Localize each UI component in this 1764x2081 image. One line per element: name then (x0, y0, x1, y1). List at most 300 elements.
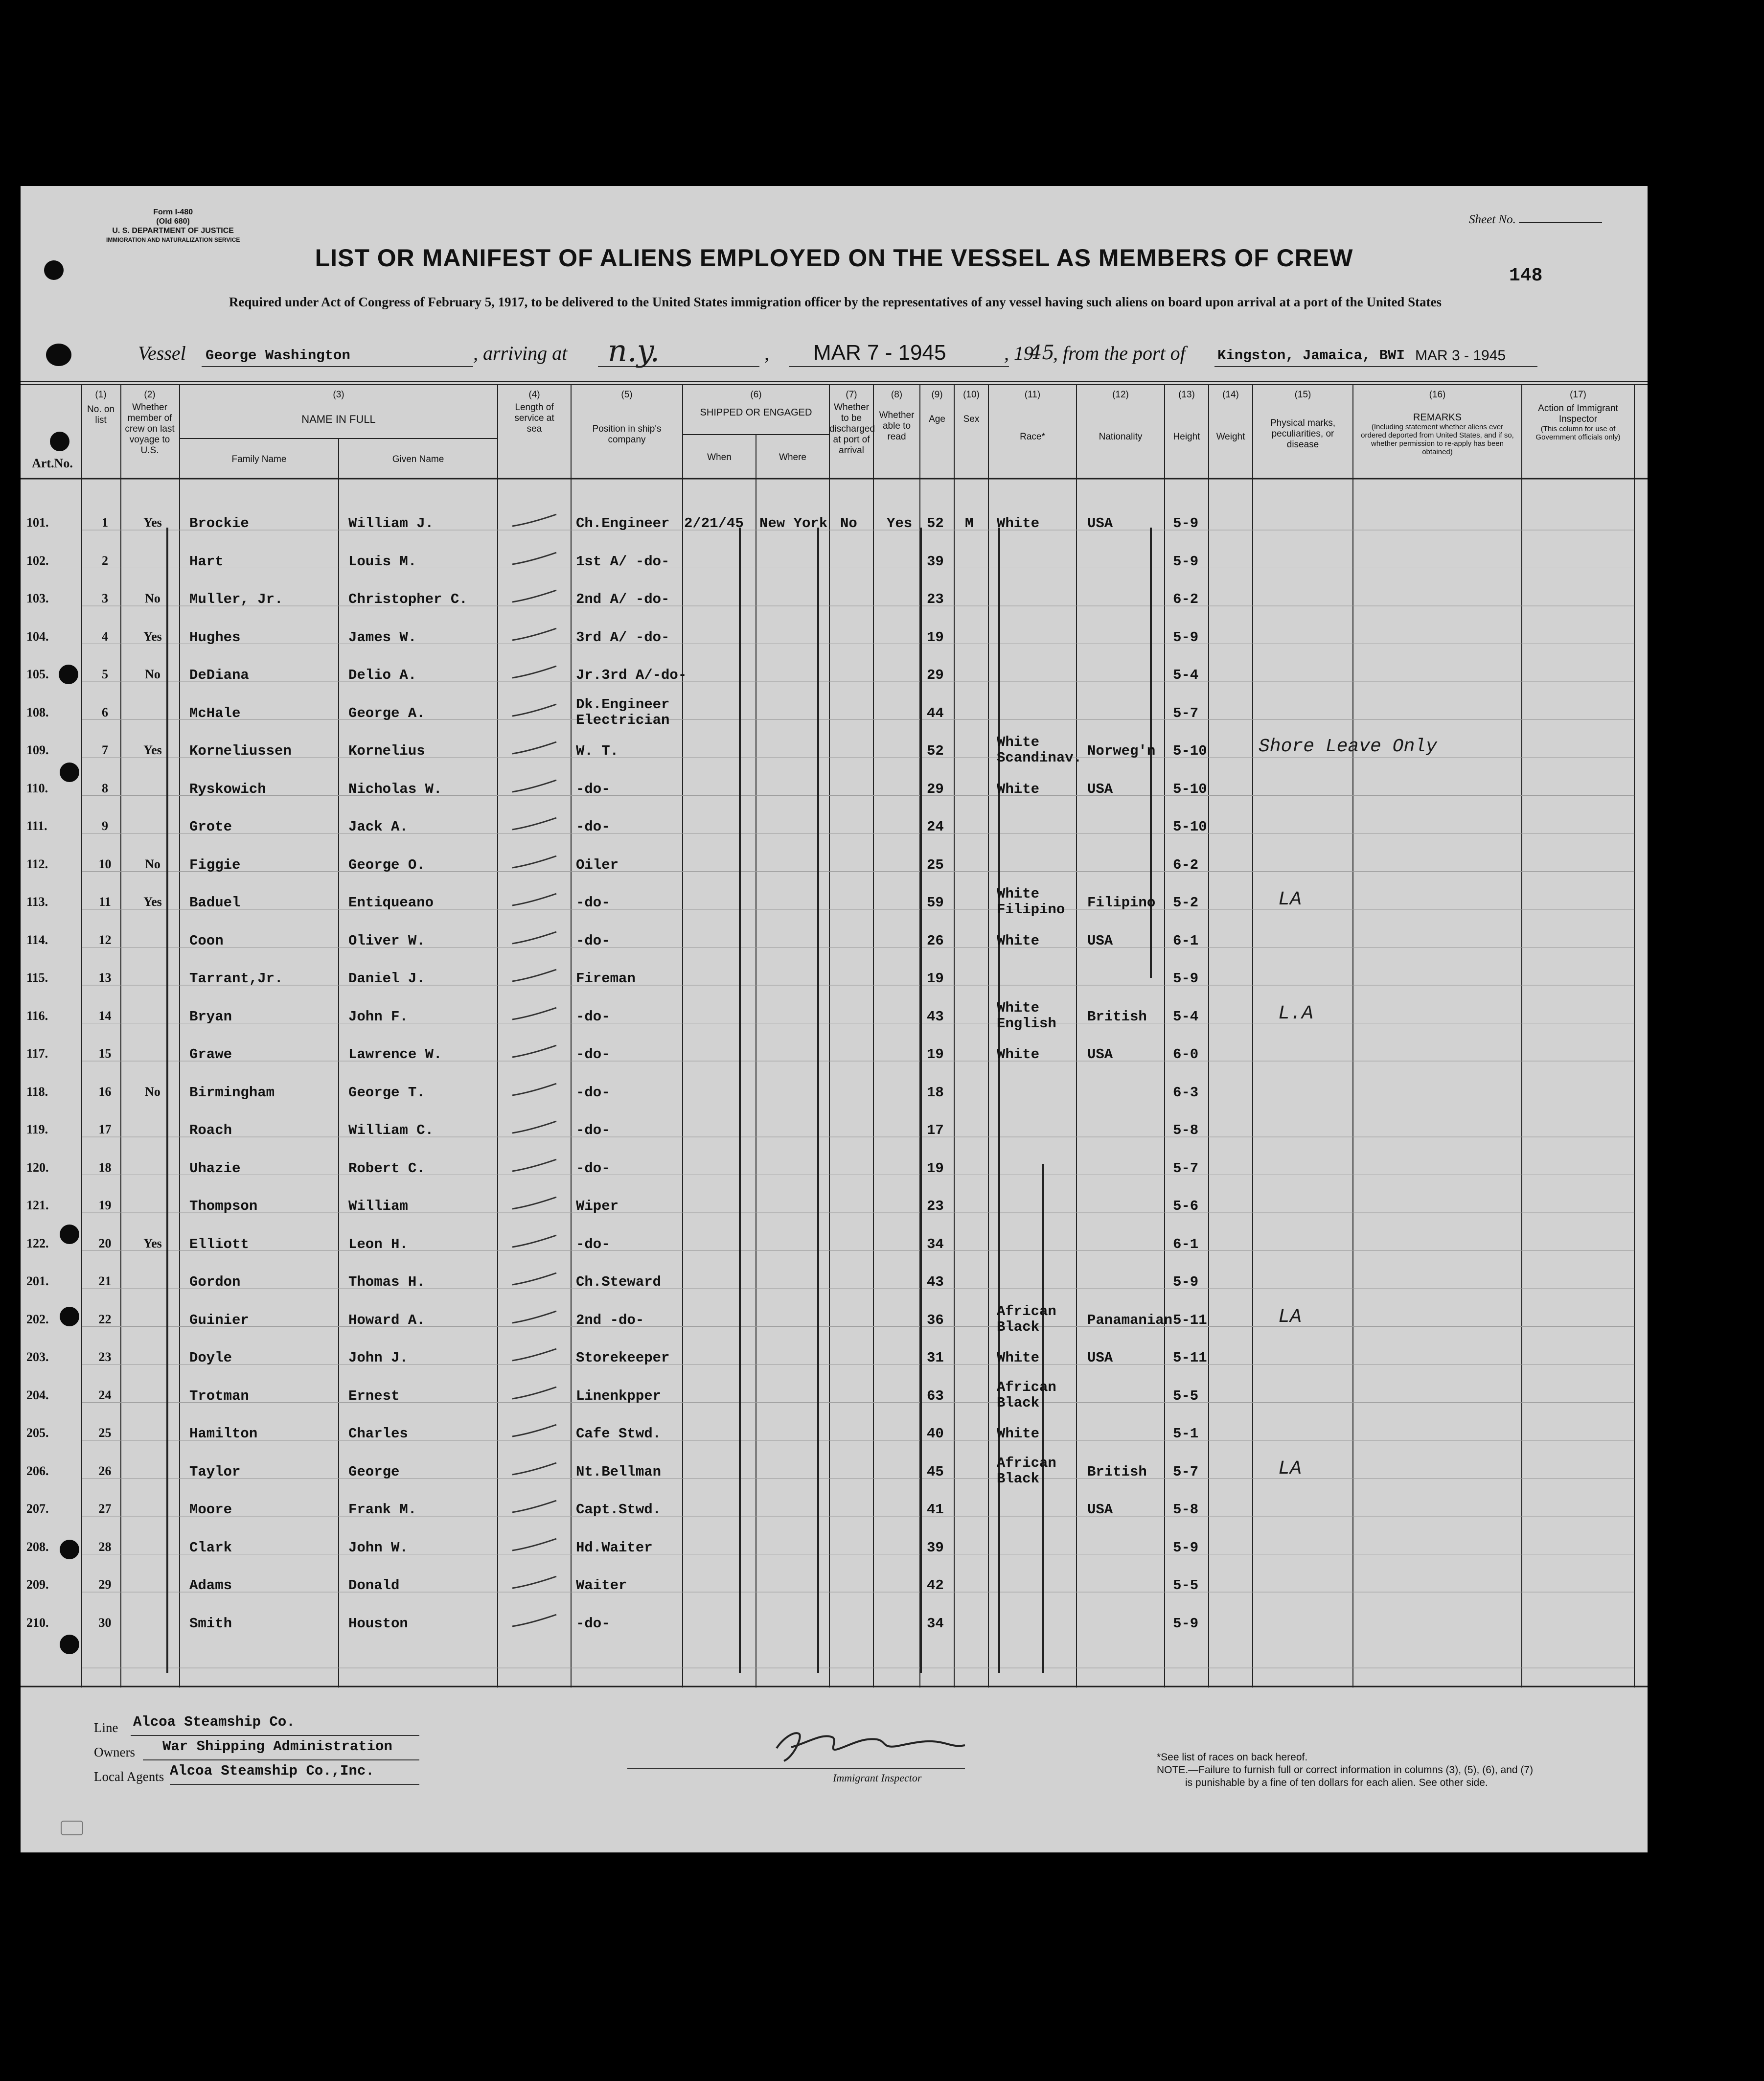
header-col6: (6) SHIPPED OR ENGAGED (700, 390, 812, 418)
list-no: 2 (102, 553, 108, 568)
list-no: 17 (98, 1122, 112, 1136)
vessel-name: George Washington (206, 347, 350, 364)
service-check-mark (510, 739, 564, 759)
family-name: McHale (189, 705, 241, 721)
age: 19 (927, 629, 944, 646)
family-name: Roach (189, 1122, 232, 1138)
header-col17: (17) Action of Immigrant Inspector (This column for use of Government officials only) (1535, 390, 1621, 441)
height: 5-8 (1173, 1122, 1199, 1138)
last-voyage: Yes (143, 1236, 162, 1250)
family-name: Gordon (189, 1274, 241, 1290)
nationality: USA (1087, 1046, 1113, 1063)
height: 5-4 (1173, 667, 1199, 683)
list-no: 11 (99, 895, 111, 909)
position: Ch.Engineer (576, 515, 670, 532)
art-no: 122. (26, 1236, 49, 1250)
art-no: 209. (26, 1577, 49, 1592)
age: 59 (927, 895, 944, 911)
position: Waiter (576, 1577, 627, 1594)
race: White (997, 515, 1040, 532)
penalty-note: NOTE.—Failure to furnish full or correct information in columns (3), (5), (6), and (7) (1157, 1764, 1534, 1776)
header-col9: (9) Age (929, 390, 945, 424)
department: U. S. DEPARTMENT OF JUSTICE (112, 227, 234, 235)
art-no: 204. (26, 1387, 49, 1402)
position: -do- (576, 1046, 610, 1063)
height: 5-9 (1173, 553, 1199, 570)
given-name: George (348, 1463, 400, 1480)
given-name: John J. (348, 1350, 408, 1366)
nationality: British (1087, 1008, 1147, 1025)
art-no: 102. (26, 553, 49, 568)
family-name: Baduel (189, 895, 241, 911)
given-name: Daniel J. (348, 971, 425, 987)
family-name: Taylor (189, 1463, 241, 1480)
service-check-mark (510, 1612, 564, 1631)
age: 34 (927, 1615, 944, 1632)
age: 44 (927, 705, 944, 721)
age: 39 (927, 1539, 944, 1556)
race: African (997, 1379, 1056, 1395)
header-col14: (14) Weight (1216, 390, 1245, 442)
art-no: 111. (26, 819, 47, 833)
given-name: Donald (348, 1577, 400, 1594)
art-no: 208. (26, 1539, 49, 1554)
position: Oiler (576, 856, 619, 873)
agents-label: Local Agents (94, 1769, 164, 1784)
art-no: 205. (26, 1426, 49, 1440)
position: -do- (576, 1008, 610, 1025)
position: -do- (576, 1084, 610, 1101)
nationality: USA (1087, 781, 1113, 797)
art-no: 119. (26, 1122, 48, 1136)
given-name: John F. (348, 1008, 408, 1025)
height: 5-10 (1173, 819, 1207, 835)
position: -do- (576, 932, 610, 949)
header-col16: (16) REMARKS (Including statement whether aliens ever ordered deported from United States, and if so, whether permission to re-apply has been obtained) (1361, 390, 1514, 456)
age: 42 (927, 1577, 944, 1594)
vessel-label: Vessel (138, 342, 186, 364)
service-check-mark (510, 1005, 564, 1024)
given-name: Howard A. (348, 1312, 425, 1328)
family-name: Muller, Jr. (189, 591, 283, 607)
header-col6-where: Where (779, 452, 806, 462)
service-check-mark (510, 815, 564, 834)
given-name: William C. (348, 1122, 434, 1138)
height: 6-3 (1173, 1084, 1199, 1101)
service-check-mark (510, 587, 564, 607)
list-no: 15 (98, 1046, 112, 1061)
service-check-mark (510, 1156, 564, 1176)
header-col1: (1) No. on list (87, 390, 115, 425)
art-no: 115. (26, 971, 48, 985)
sheet-no-field: Sheet No. (1469, 213, 1602, 227)
art-no: 112. (26, 856, 48, 871)
crew-table (21, 381, 1648, 1688)
races-note: *See list of races on back hereof. (1157, 1752, 1308, 1763)
nationality: Panamanian (1087, 1312, 1173, 1328)
art-no: 110. (26, 781, 48, 795)
header-col13: (13) Height (1173, 390, 1200, 442)
race: White (997, 781, 1040, 797)
age: 63 (927, 1387, 944, 1404)
art-no: 118. (26, 1084, 48, 1099)
position: 2nd -do- (576, 1312, 644, 1328)
age: 39 (927, 553, 944, 570)
family-name: Grote (189, 819, 232, 835)
height: 5-8 (1173, 1502, 1199, 1518)
age: 52 (927, 515, 944, 532)
race: White (997, 999, 1040, 1016)
header-col3: (3) NAME IN FULL (301, 390, 376, 425)
position: -do- (576, 1236, 610, 1252)
given-name: Frank M. (348, 1502, 417, 1518)
position: 1st A/ -do- (576, 553, 670, 570)
height: 5-7 (1173, 705, 1199, 721)
service: IMMIGRATION AND NATURALIZATION SERVICE (106, 236, 240, 243)
service-check-mark (510, 929, 564, 948)
race: White (997, 1350, 1040, 1366)
list-no: 29 (98, 1577, 112, 1592)
physical-marks: L.A (1278, 1002, 1314, 1025)
owners-value: War Shipping Administration (162, 1738, 392, 1755)
art-no: 121. (26, 1198, 49, 1212)
family-name: Figgie (189, 856, 241, 873)
line-label: Line (94, 1720, 118, 1735)
given-name: George A. (348, 705, 425, 721)
family-name: Doyle (189, 1350, 232, 1366)
list-no: 13 (98, 971, 112, 985)
form-old-number: (Old 680) (156, 217, 190, 226)
shipped-when: 2/21/45 (684, 515, 744, 532)
manifest-sheet: Form I-480 (Old 680) U. S. DEPARTMENT OF JUSTICE IMMIGRATION AND NATURALIZATION SERVICE Sheet No. LIST OR MANIFEST OF ALIENS EMPLOYED ON THE VESSEL AS MEMBERS OF CREW 148 Required under Act of Congress of February 5, 1917, to be delivered to the United States immigration officer by the representatives of any vessel having such aliens on board upon arrival at a port of the United States Vessel George Washington , arriving at n.y. , MAR 7 - 1945 , 19 45 , from the port of Kingston, Jamaica, BWI MAR 3 - 1945 Art.No. (1) No. on list (2) Whether member of crew on last voyage to U.S. (3) NAME IN FULL Family Name Given Name (4) Length of service at sea (5) Position in ship's company (6) SHIPPED OR ENGAGED When Where (7) Whether to be discharged at port of arrival (8) Whether able to read (9) Age (10) Sex (11) Race* (12) Nationality (13) Height (14) Weight (15) Physical marks, peculiarities, or disease (16) REMARKS (Including statement whether aliens ever ordered deported from United States, and if so, whether permission to re-apply has been obtained) (17) Action of Immigrant Inspector (This column for use of Government officials only) 101. 1 Yes Brockie William J. Ch.Engineer 2/21/45 New York No Yes 52 M White USA 5-9 102. 2 Hart Louis M. 1st A/ -do- 39 5-9 103. 3 No Muller, Jr. Christopher C. 2nd A/ -do- 23 6-2 104. 4 Yes Hughes James W. 3rd A/ -do- 19 5-9 105. 5 No DeDiana Delio A. Jr.3rd A/-do- 29 5-4 108. 6 McHale George A. Dk.Engineer 44 5-7 Electrician 109. 7 Yes Korneliussen Kornelius W. T. 52 White Norweg'n 5-10 Scandinav. Shore Leave Only 110. 8 Ryskowich Nicholas W. -do- 29 White USA 5-10 111. 9 Grote Jack A. -do- 24 5-10 112. 10 No Figgie George O. Oiler 25 6-2 113. 11 Yes Baduel Entiqueano -do- 59 White Filipino 5-2 Filipino LA 114. 12 Coon Oliver W. -do- 26 White USA 6-1 115. 13 Tarrant,Jr. Daniel J. Fireman 19 5-9 116. 14 Bryan John F. -do- 43 White British 5-4 English L.A 117. 15 Grawe Lawrence W. -do- 19 White USA 6-0 118. 16 No Birmingham George T. -do- 18 6-3 119. 17 Roach William C. -do- 17 5-8 120. 18 Uhazie Robert C. -do- 19 5-7 121. 19 Thompson William Wiper 23 5-6 122. 20 Yes Elliott Leon H. -do- 34 6-1 201. 21 Gordon Thomas H. Ch.Steward 43 5-9 202. 22 Guinier Howard A. 2nd -do- 36 African Panamanian 5-11 Black LA 203. 23 Doyle John J. Storekeeper 31 White USA 5-11 204. 24 Trotman Ernest Linenkpper 63 African 5-5 Black 205. 25 Hamilton Charles Cafe Stwd. 40 White 5-1 206. 26 Taylor George Nt.Bellman 45 African British 5-7 Black LA 207. 27 Moore Frank M. Capt.Stwd. 41 USA 5-8 208. 28 Clark John W. Hd.Waiter 39 5-9 209. 29 Adams Donald Waiter 42 5-5 210. 30 Smith Houston -do- 34 5-9 Line Alcoa Steamship Co. Owners War Shipping Administration Local Agents Alcoa Steamship Co.,Inc. Immigrant Inspector *See list of races on back hereof. NOTE.—Failure to furnish full or correct information in columns (3), (5), (6), and (7) is punishable by a fine of ten dollars for each alien. See other side. (21, 186, 1648, 1852)
shipped-where: New York (759, 515, 828, 532)
race: African (997, 1455, 1056, 1471)
race: White (997, 734, 1040, 750)
physical-marks: LA (1278, 1457, 1302, 1480)
service-check-mark (510, 1346, 564, 1365)
position: Nt.Bellman (576, 1463, 662, 1480)
race-detail: Black (997, 1394, 1040, 1411)
height: 5-9 (1173, 971, 1199, 987)
art-no: 210. (26, 1615, 49, 1630)
height: 5-9 (1173, 629, 1199, 646)
nationality: USA (1087, 1502, 1113, 1518)
family-name: Moore (189, 1502, 232, 1518)
header-col7: (7) Whether to be discharged at port of arrival (829, 390, 875, 456)
nationality: British (1087, 1463, 1147, 1480)
race-detail: Black (997, 1470, 1040, 1487)
service-check-mark (510, 701, 564, 721)
family-name: Birmingham (189, 1084, 275, 1101)
family-name: Smith (189, 1615, 232, 1632)
art-no: 103. (26, 591, 49, 605)
list-no: 12 (98, 932, 112, 947)
position: Wiper (576, 1198, 619, 1214)
race: White (997, 886, 1040, 902)
owners-label: Owners (94, 1745, 135, 1759)
age: 41 (927, 1502, 944, 1518)
header-col12: (12) Nationality (1099, 390, 1143, 442)
position: Hd.Waiter (576, 1539, 653, 1556)
list-no: 24 (98, 1387, 112, 1402)
line-value: Alcoa Steamship Co. (133, 1714, 295, 1730)
header-col6-when: When (707, 452, 732, 462)
age: 19 (927, 971, 944, 987)
race-detail: Filipino (997, 902, 1065, 918)
last-voyage: Yes (143, 515, 162, 530)
age: 26 (927, 932, 944, 949)
art-no: 109. (26, 743, 49, 757)
position: -do- (576, 819, 610, 835)
header-col2: (2) Whether member of crew on last voyage to U.S. (125, 390, 175, 456)
family-name: Korneliussen (189, 743, 292, 759)
list-no: 22 (98, 1312, 112, 1326)
height: 5-7 (1173, 1160, 1199, 1177)
family-name: Grawe (189, 1046, 232, 1063)
given-name: Houston (348, 1615, 408, 1632)
given-name: Charles (348, 1426, 408, 1442)
position: -do- (576, 895, 610, 911)
age: 34 (927, 1236, 944, 1252)
list-no: 5 (102, 667, 108, 681)
departure-date-stamp: MAR 3 - 1945 (1415, 347, 1506, 364)
height: 5-10 (1173, 781, 1207, 797)
given-name: Lawrence W. (348, 1046, 442, 1063)
race-detail: English (997, 1015, 1056, 1032)
position: Storekeeper (576, 1350, 670, 1366)
age: 45 (927, 1463, 944, 1480)
race: White (997, 932, 1040, 949)
form-identifier (106, 208, 240, 245)
service-check-mark (510, 1384, 564, 1404)
physical-marks: LA (1278, 1306, 1302, 1328)
position: Ch.Steward (576, 1274, 662, 1290)
family-name: Clark (189, 1539, 232, 1556)
position: -do- (576, 1122, 610, 1138)
height: 5-6 (1173, 1198, 1199, 1214)
given-name: Louis M. (348, 553, 417, 570)
position: Jr.3rd A/-do- (576, 667, 687, 683)
family-name: Coon (189, 932, 224, 949)
position: Capt.Stwd. (576, 1502, 662, 1518)
last-voyage: No (145, 667, 160, 681)
family-name: Adams (189, 1577, 232, 1594)
age: 36 (927, 1312, 944, 1328)
height: 5-9 (1173, 1539, 1199, 1556)
form-number: Form I-480 (153, 208, 193, 216)
list-no: 18 (98, 1160, 112, 1175)
given-name: Christopher C. (348, 591, 468, 607)
nationality: Norweg'n (1087, 743, 1156, 759)
race: African (997, 1303, 1056, 1319)
given-name: George T. (348, 1084, 425, 1101)
from-port-label: , from the port of (1053, 342, 1186, 364)
age: 29 (927, 781, 944, 797)
list-no: 21 (98, 1274, 112, 1288)
family-name: Thompson (189, 1198, 258, 1214)
service-check-mark (510, 1308, 564, 1328)
last-voyage: Yes (143, 629, 162, 644)
header-col8: (8) Whether able to read (879, 390, 915, 442)
last-voyage: No (145, 1084, 160, 1099)
inspector-signature (764, 1718, 1009, 1772)
age: 19 (927, 1160, 944, 1177)
art-no: 105. (26, 667, 49, 681)
given-name: Nicholas W. (348, 781, 442, 797)
printer-mark (61, 1821, 83, 1835)
service-check-mark (510, 891, 564, 910)
race: White (997, 1046, 1040, 1063)
service-check-mark (510, 1232, 564, 1252)
given-name: Thomas H. (348, 1274, 425, 1290)
header-col10: (10) Sex (963, 390, 980, 424)
age: 23 (927, 1198, 944, 1214)
art-no: 206. (26, 1463, 49, 1478)
age: 43 (927, 1008, 944, 1025)
header-col3-given: Given Name (392, 454, 444, 464)
given-name: William (348, 1198, 408, 1214)
given-name: John W. (348, 1539, 408, 1556)
list-no: 16 (98, 1084, 112, 1099)
position: -do- (576, 1615, 610, 1632)
list-no: 19 (98, 1198, 112, 1212)
position: -do- (576, 1160, 610, 1177)
given-name: Kornelius (348, 743, 425, 759)
discharged: No (840, 515, 857, 532)
header-col15: (15) Physical marks, peculiarities, or disease (1270, 390, 1336, 450)
given-name: Entiqueano (348, 895, 434, 911)
art-no: 203. (26, 1350, 49, 1364)
list-no: 3 (102, 591, 108, 605)
family-name: Guinier (189, 1312, 249, 1328)
position-detail: Electrician (576, 712, 670, 728)
requirement-text: Required under Act of Congress of February 5, 1917, to be delivered to the United States immigration officer by the representatives of any vessel having such aliens on board upon arrival at a port of the United States (229, 295, 1442, 309)
table-grid-lines (21, 381, 1648, 1688)
header-col4: (4) Length of service at sea (514, 390, 554, 434)
given-name: Jack A. (348, 819, 408, 835)
punch-hole (46, 344, 71, 366)
nationality: USA (1087, 1350, 1113, 1366)
arrival-date-stamp: MAR 7 - 1945 (813, 341, 946, 365)
height: 5-7 (1173, 1463, 1199, 1480)
list-no: 10 (98, 856, 112, 871)
list-no: 28 (98, 1539, 112, 1554)
list-no: 6 (102, 705, 108, 719)
able-to-read: Yes (887, 515, 913, 532)
height: 5-11 (1173, 1312, 1207, 1328)
service-check-mark (510, 853, 564, 873)
page-title: LIST OR MANIFEST OF ALIENS EMPLOYED ON THE VESSEL AS MEMBERS OF CREW (315, 244, 1353, 272)
height: 6-1 (1173, 932, 1199, 949)
header-col11: (11) Race* (1020, 390, 1045, 442)
age: 17 (927, 1122, 944, 1138)
height: 5-9 (1173, 1274, 1199, 1290)
age: 40 (927, 1426, 944, 1442)
header-art-no: Art.No. (32, 456, 73, 470)
height: 5-9 (1173, 1615, 1199, 1632)
service-check-mark (510, 1194, 564, 1214)
service-check-mark (510, 1536, 564, 1555)
list-no: 25 (98, 1426, 112, 1440)
given-name: George O. (348, 856, 425, 873)
height: 6-2 (1173, 856, 1199, 873)
penalty-note-cont: is punishable by a fine of ten dollars for each alien. See other side. (1185, 1777, 1488, 1788)
last-voyage: No (145, 856, 160, 871)
last-voyage: Yes (143, 895, 162, 909)
height: 5-2 (1173, 895, 1199, 911)
service-check-mark (510, 1460, 564, 1480)
race: White (997, 1426, 1040, 1442)
service-check-mark (510, 511, 564, 531)
family-name: Hamilton (189, 1426, 258, 1442)
given-name: Oliver W. (348, 932, 425, 949)
height: 6-0 (1173, 1046, 1199, 1063)
service-check-mark (510, 967, 564, 986)
list-no: 4 (102, 629, 108, 644)
arriving-port: n.y. (608, 333, 660, 369)
height: 5-4 (1173, 1008, 1199, 1025)
race-detail: Scandinav. (997, 750, 1082, 766)
family-name: Hart (189, 553, 224, 570)
art-no: 117. (26, 1046, 48, 1061)
service-check-mark (510, 777, 564, 797)
service-check-mark (510, 663, 564, 683)
height: 5-5 (1173, 1387, 1199, 1404)
position: Dk.Engineer (576, 696, 670, 713)
age: 52 (927, 743, 944, 759)
header-col5: (5) Position in ship's company (592, 390, 662, 445)
family-name: Bryan (189, 1008, 232, 1025)
given-name: Ernest (348, 1387, 400, 1404)
service-check-mark (510, 1422, 564, 1441)
art-no: 108. (26, 705, 49, 719)
nationality: USA (1087, 515, 1113, 532)
physical-marks: LA (1278, 889, 1302, 911)
art-no: 201. (26, 1274, 49, 1288)
arriving-label: , arriving at (473, 342, 568, 364)
service-check-mark (510, 1042, 564, 1062)
list-no: 8 (102, 781, 108, 795)
list-no: 1 (102, 515, 108, 530)
service-check-mark (510, 1270, 564, 1290)
year-label: , 19 (1004, 342, 1033, 364)
given-name: Delio A. (348, 667, 417, 683)
given-name: Robert C. (348, 1160, 425, 1177)
inspector-label: Immigrant Inspector (833, 1772, 922, 1784)
age: 25 (927, 856, 944, 873)
height: 6-1 (1173, 1236, 1199, 1252)
family-name: Elliott (189, 1236, 249, 1252)
family-name: Uhazie (189, 1160, 241, 1177)
service-check-mark (510, 550, 564, 569)
art-no: 113. (26, 895, 48, 909)
given-name: William J. (348, 515, 434, 532)
height: 5-5 (1173, 1577, 1199, 1594)
art-no: 114. (26, 932, 48, 947)
height: 5-10 (1173, 743, 1207, 759)
agents-value: Alcoa Steamship Co.,Inc. (170, 1763, 374, 1779)
nationality: USA (1087, 932, 1113, 949)
service-check-mark (510, 625, 564, 645)
sheet-number: 148 (1509, 265, 1543, 286)
position: Linenkpper (576, 1387, 662, 1404)
given-name: Leon H. (348, 1236, 408, 1252)
position: Fireman (576, 971, 636, 987)
height: 5-11 (1173, 1350, 1207, 1366)
position: 3rd A/ -do- (576, 629, 670, 646)
age: 31 (927, 1350, 944, 1366)
age: 19 (927, 1046, 944, 1063)
